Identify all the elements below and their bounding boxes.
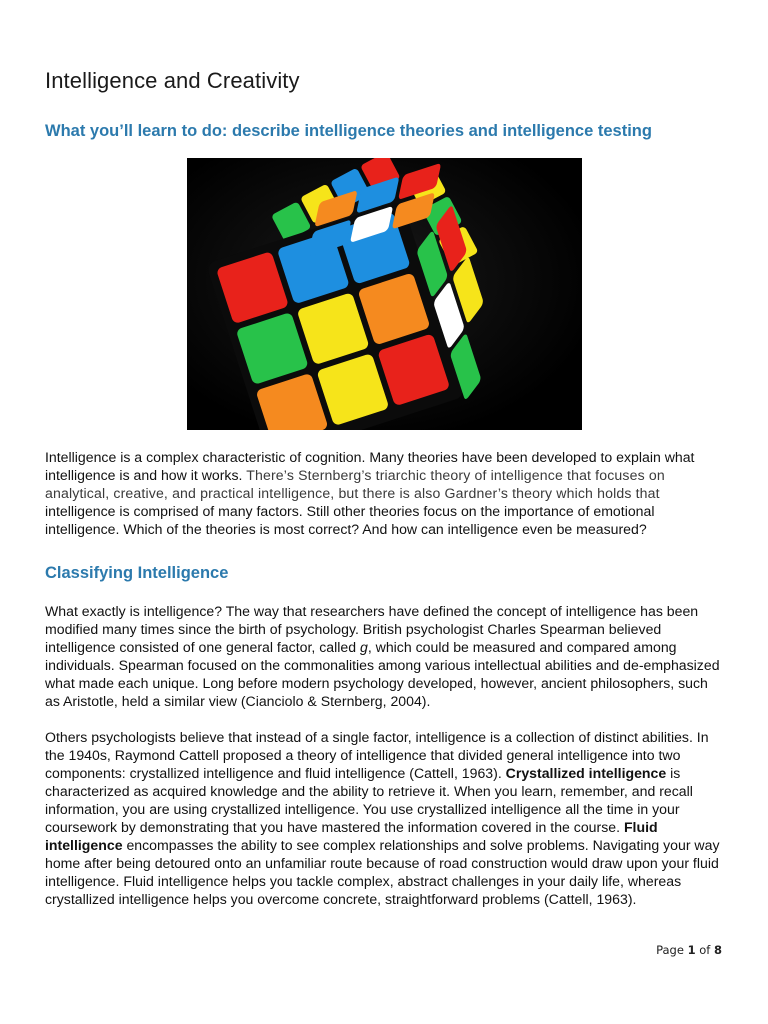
page-label: Page	[656, 943, 688, 957]
spearman-text-end: , which could be measured and compared among individuals. Spearman focused on the commonalities among various intellectual abilities and de-emphasized what made each unique. Long before modern psychology developed, however, ancient philosophers, such as Aristotle, held a similar view (Cianciolo & Sternberg, 2004).	[45, 639, 720, 709]
rubiks-cube-image	[187, 158, 582, 430]
crystallized-intelligence-term: Crystallized intelligence	[505, 765, 667, 781]
total-pages: 8	[713, 943, 722, 957]
cattell-text: Others psychologists believe that instead of a single factor, intelligence is a collection of distinct abilities. In the 1940s, Raymond Cattell proposed a theory of intelligence that divided general intelligence into two components: crystallized intelligence and fluid intelligence (Cattell, 1963).	[45, 729, 709, 781]
page-title: Intelligence and Creativity	[45, 68, 300, 93]
cattell-paragraph	[45, 728, 725, 908]
learning-objective-heading: What you’ll learn to do: describe intelligence theories and intelligence testing	[45, 122, 652, 140]
intro-paragraph	[45, 448, 725, 538]
intro-question-text: intelligence is comprised of many factors. Still other theories focus on the importance of emotional intelligence. Which of the theories is most correct? And how can intelligence even be measured?	[45, 503, 655, 537]
fluid-text: encompasses the ability to see complex relationships and solve problems. Navigating your way home after being detoured onto an unfamiliar route because of road construction would draw upon your fluid intelligence. Fluid intelligence helps you tackle complex, abstract challenges in your daily life, whereas crystallized intelligence helps you overcome concrete, straightforward problems (Cattell, 1963).	[45, 837, 720, 907]
intro-theories-text: There’s Sternberg’s triarchic theory of intelligence that focuses on analytical, creative, and practical intelligence, but there is also Gardner’s theory which holds that	[45, 467, 665, 501]
g-factor-term: g	[359, 639, 368, 655]
intro-text: Intelligence is a complex characteristic of cognition. Many theories have been developed to explain what intelligence is and how it works.	[45, 449, 695, 483]
fluid-intelligence-term: Fluid intelligence	[45, 819, 658, 853]
of-label: of	[695, 943, 714, 957]
current-page: 1	[687, 943, 696, 957]
spearman-paragraph	[45, 602, 725, 710]
crystallized-text: is characterized as acquired knowledge and the ability to retrieve it. When you learn, remember, and recall information, you are using crystallized intelligence. You use crystallized intelligence all the time in your coursework by demonstrating that you have mastered the information covered in the course.	[45, 765, 693, 835]
page-number	[656, 943, 722, 957]
section-heading: Classifying Intelligence	[45, 564, 229, 582]
spearman-text: What exactly is intelligence? The way that researchers have defined the concept of intelligence has been modified many times since the birth of psychology. British psychologist Charles Spearman believed intelligence consisted of one general factor, called	[45, 603, 699, 655]
